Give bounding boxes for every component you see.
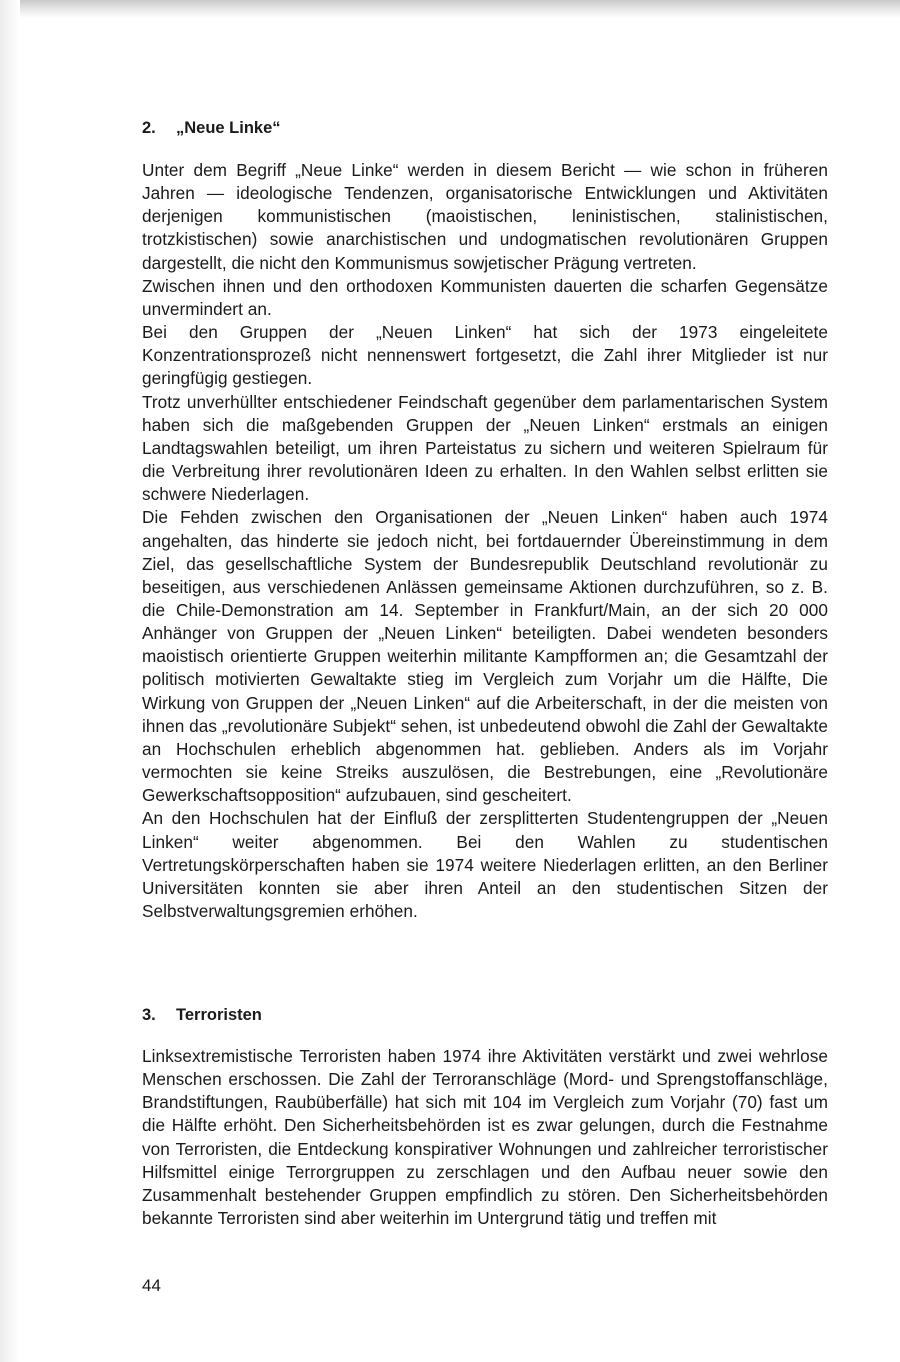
section-body-terroristen [142,1045,828,1230]
section-heading-neue-linke [142,119,281,138]
paragraph: Bei den Gruppen der „Neuen Linken“ hat sich der 1973 eingeleitete Konzentrationsprozeß nicht nennenswert fortgesetzt, die Zahl ihrer Mitglieder ist nur geringfügig gestiegen. [142,322,828,389]
paragraph: An den Hochschulen hat der Einfluß der zersplitterten Studentengruppen der „Neuen Linken“ weiter abgenommen. Bei den Wahlen zu studentischen Vertretungskörperschaften haben sie 1974 weitere Niederlagen erlitten, an den Berliner Universitäten konnten sie aber ihren Anteil an den studentischen Sitzen der Selbstverwaltungsgremien erhöhen. [142,808,828,921]
scan-left-shadow [0,0,20,1362]
section-heading-terroristen [142,1006,262,1025]
section-title: Terroristen [176,1006,262,1024]
section-title: „Neue Linke“ [176,119,281,137]
section-number: 3. [142,1006,156,1024]
section-number: 2. [142,119,156,137]
paragraph: Zwischen ihnen und den orthodoxen Kommunisten dauerten die scharfen Gegensätze unvermindert an. [142,275,828,319]
paragraph: Linksextremistische Terroristen haben 1974 ihre Aktivitäten verstärkt und zwei wehrlose Menschen erschossen. Die Zahl der Terroranschläge (Mord- und Sprengstoffanschläge, Brandstiftungen, Raubüberfälle) hat sich mit 104 im Vergleich zum Vorjahr (70) fast um die Hälfte erhöht. Den Sicherheitsbehörden ist es zwar gelungen, durch die Festnahme von Terroristen, die Entdeckung konspirativer Wohnungen und zahlreicher terroristischer Hilfsmittel einige Terrorgruppen zu zerschlagen und den Aufbau neuer sowie den Zusammenhalt bestehender Gruppen empfindlich zu stören. Den Sicherheitsbehörden bekannte Terroristen sind aber weiterhin im Untergrund tätig und treffen mit [142,1046,828,1229]
section-body-neue-linke [142,159,828,923]
page-number: 44 [142,1276,161,1295]
paragraph: Trotz unverhüllter entschiedener Feindschaft gegenüber dem parlamentarischen System haben sich die maßgebenden Gruppen der „Neuen Linken“ erstmals an einigen Landtagswahlen beteiligt, um ihren Parteistatus zu sichern und weiteren Spielraum für die Verbreitung ihrer revolutionären Ideen zu erhalten. In den Wahlen selbst erlitten sie schwere Niederlagen. [142,391,828,505]
paragraph: Unter dem Begriff „Neue Linke“ werden in diesem Bericht — wie schon in früheren Jahren — ideologische Tendenzen, organisatorische Entwicklungen und Aktivitäten derjenigen kommunistischen (maoistischen, leninistischen, stalinistischen, trotzkistischen) sowie anarchistischen und undogmatischen revolutionären Gruppen dargestellt, die nicht den Kommunismus sowjetischer Prägung vertreten. [142,160,828,273]
paragraph: Die Fehden zwischen den Organisationen der „Neuen Linken“ haben auch 1974 angehalten, das hinderte sie jedoch nicht, bei fortdauernder Übereinstimmung in dem Ziel, das gesellschaftliche System der Bundesrepublik Deutschland revolutionär zu beseitigen, aus verschiedenen Anlässen gemeinsame Aktionen durchzuführen, so z. B. die Chile-Demonstration am 14. September in Frankfurt/Main, an der sich 20 000 Anhänger von Gruppen der „Neuen Linken“ beteiligten. Dabei wendeten besonders maoistisch orientierte Gruppen weiterhin militante Kampfformen an; die Gesamtzahl der politisch motivierten Gewaltakte stieg im Vergleich zum Vorjahr um die Hälfte, Die Wirkung von Gruppen der „Neuen Linken“ auf die Arbeiterschaft, in der die meisten von ihnen das „revolutionäre Subjekt“ sehen, ist unbedeutend obwohl die Zahl der Gewaltakte an Hochschulen erheblich abgenommen hat. geblieben. Anders als im Vorjahr vermochten sie keine Streiks auszulösen, die Bestrebungen, eine „Revolutionäre Gewerkschaftsopposition“ aufzubauen, sind gescheitert. [142,507,828,806]
scan-top-shadow [0,0,900,18]
